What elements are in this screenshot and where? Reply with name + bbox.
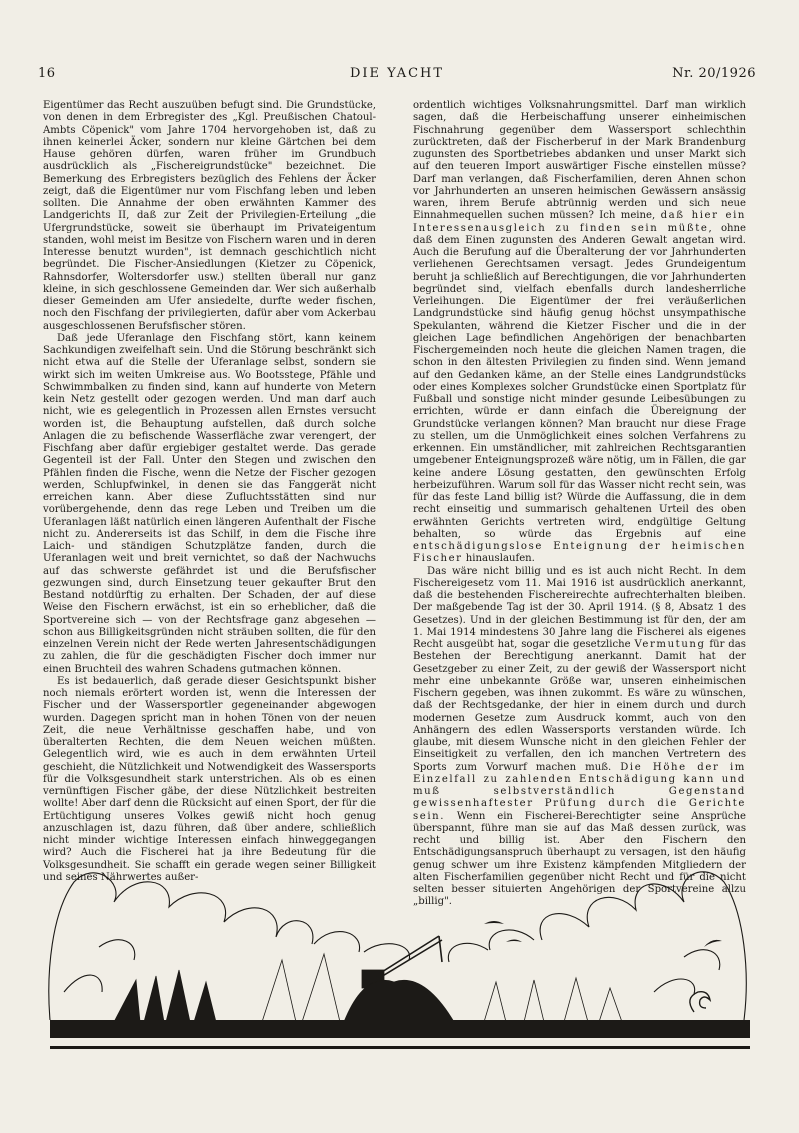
spaced-emphasis: entschädigungslose Enteignung der heimischen Fischer (413, 541, 746, 565)
sailboat-icon (599, 988, 622, 1022)
text-run: ordentlich wichtiges Volksnahrungsmittel. Darf man wirklich sagen, daß die Herbeischaffung unserer einheimischen Fischnahrung gegenüber dem Wassersport schlechthin zurücktreten, daß der Fischerberuf in der Mark Brandenburg zugunsten des Sportbetriebes abdanken und unser Markt sich auf den teueren Import auswärtiger Fische einstellen müsse? Darf man verlangen, daß Fischerfamilien, deren Ahnen schon vor Jahrhunderten an unseren heimischen Gewässern ansässig waren, ihrem Berufe abtrünnig werden und sich neue Einnahmequellen suchen müssen? Ich meine, (413, 100, 746, 222)
harbor-ground (50, 1020, 750, 1038)
page-number: 16 (38, 66, 56, 81)
sailboat-icon (302, 954, 340, 1022)
text-run: Wenn ein Fischerei-Berechtigter seine Ansprüche überspannt, führe man sie auf das Maß dessen zurück, was recht und billig ist. Aber den Fischern den Entschädigungsanspruch überhaupt zu versagen, ist den häufig genug schwer um ihre Existenz kämpfenden Mitgliedern der alten Fischerfamilien gegenüber nicht Recht und für die nicht selten besser situierten Angehörigen der Sportvereine allzu „billig". (413, 810, 746, 908)
sailboat-icon (166, 970, 190, 1022)
gulls (484, 921, 722, 947)
magazine-title: DIE YACHT (349, 66, 445, 81)
bottom-rule (50, 1046, 750, 1049)
harbor-illustration (44, 852, 756, 1062)
spaced-emphasis: daß hier ein Interessenausgleich zu finden sein müßte, (413, 210, 746, 234)
artist-monogram-icon (690, 992, 710, 1012)
left-column (43, 100, 376, 884)
text-run: für das Bestehen der Berechtigung anerkannt. Damit hat der Gesetzgeber zu einer Zeit, zu der gewiß der Wassersport nicht mehr eine unbekannte Größe war, unseren einheimischen Fischern gegeben, was ihnen zukommt. Es wäre zu wünschen, daß der Rechtsgedanke, der hier in einem durch und durch modernen Gesetze zum Ausdruck kommt, auch von den Anhängern des edlen Wassersports verstanden würde. Ich glaube, mit diesem Wunsche nicht in den gleichen Fehler der Einseitigkeit zu verfallen, den ich manchen Vertretern des Sports zum Vorwurf machen muß. (413, 639, 746, 773)
gull-icon (506, 940, 522, 943)
text-run: ohne daß dem Einen zugunsten des Anderen Gewalt angetan wird. Auch die Berufung auf die Überalterung der vor Jahrhunderten verliehenen Gerechtsamen versagt. Jedes Grundeigentum beruht ja schließlich auf Berechtigungen, die vor Jahrhunderten begründet sind, vielfach ebenfalls durch landesherrliche Verleihungen. Die Eigentümer der frei veräußerlichen Landgrundstücke sind häufig genug höchst unsympathische Spekulanten, während die Kietzer Fischer und die in der gleichen Lage befindlichen Angehörigen der benachbarten Fischergemeinden noch heute die gleichen Namen tragen, die schon in den ältesten Privilegien zu finden sind. Wenn jemand auf den Gedanken käme, an der Stelle eines Landgrundstücks oder eines Komplexes solcher Grundstücke einen Sportplatz für Fußball und sonstige nicht minder gesunde Leibesübungen zu errichten, würde er dann einfach die Übereignung der Grundstücke verlangen können? Man braucht nur diese Frage zu stellen, um die Unmöglichkeit eines solchen Verfahrens zu erkennen. Ein umständlicher, mit zahlreichen Rechtsgarantien umgebener Enteignungsprozeß wäre nötig, um in Fällen, die gar keine andere Lösung gestatten, den gewünschten Erfolg herbeizuführen. Warum soll für das Wasser nicht recht sein, was für das feste Land billig ist? Würde die Auffassung, die in dem recht einseitig und summarisch gehaltenen Urteil des oben erwähnten Gerichts vertreten wird, endgültige Geltung behalten, so würde das Ergebnis auf eine (413, 222, 746, 540)
harbor-illustration-svg (44, 852, 756, 1062)
sailboat-icon (484, 982, 506, 1022)
paragraph: Daß jede Uferanlage den Fischfang stört, kann keinem Sachkundigen zweifelhaft sein. Und die Störung beschränkt sich nicht etwa auf die Stelle der Uferanlage selbst, sondern sie wirkt sich im weiten Umkreise aus. Wo Bootsstege, Pfähle und Schwimmbalken zu finden sind, kann auf hunderte von Metern kein Netz gestellt oder gezogen werden. Und man darf auch nicht, wie es gelegentlich in Prozessen allen Ernstes versucht worden ist, die Behauptung aufstellen, daß durch solche Anlagen die zu befischende Wasserfläche zwar verengert, der Fischfang aber dafür ergiebiger gestaltet werde. Das gerade Gegenteil ist der Fall. Unter den Stegen und zwischen den Pfählen finden die Fische, wenn die Netze der Fischer gezogen werden, Schlupfwinkel, in denen sie das Fanggerät nicht erreichen kann. Aber diese Zufluchtsstätten sind nur vorübergehende, denn das rege Leben und Treiben um die Uferanlagen läßt natürlich einen längeren Aufenthalt der Fische nicht zu. Andererseits ist das Schilf, in dem die Fische ihre Laich- und ständigen Schutzplätze fanden, durch die Uferanlagen weit und breit vernichtet, so daß der Nachwuchs auf das schwerste gefährdet ist und die Berufsfischer gezwungen sind, durch Einsetzung teuer gekaufter Brut den Bestand notdürftig zu erhalten. Der Schaden, der auf diese Weise den Fischern erwächst, ist ein so erheblicher, daß die Sportvereine sich — von der Rechtsfrage ganz abgesehen — schon aus Billigkeitsgründen nicht sträuben sollten, die für den einzelnen Verein nicht der Rede werten Jahresentschädigungen zu zahlen, die für die geschädigten Fischer doch immer nur einen Bruchteil des wahren Schadens gutmachen können. (43, 332, 376, 675)
coal-heap (344, 980, 454, 1022)
right-column (413, 100, 746, 909)
sailboat-icon (564, 978, 588, 1022)
issue-number: Nr. 20/1926 (672, 66, 756, 81)
text-run: Das wäre nicht billig und es ist auch nicht Recht. In dem Fischereigesetz vom 11. Mai 1916 ist ausdrücklich anerkannt, daß die bestehenden Fischereirechte aufrechterhalten bleiben. Der maßgebende Tag ist der 30. April 1914. (§ 8, Absatz 1 des Gesetzes). Und in der gleichen Bestimmung ist für den, der am 1. Mai 1914 mindestens 30 Jahre lang die Fischerei als eigenes Recht ausgeübt hat, sogar die gesetzliche (413, 565, 746, 650)
text-run: hinauslaufen. (465, 553, 535, 565)
sailboat-icon (262, 960, 296, 1022)
sailboat-icon (194, 982, 216, 1022)
spaced-emphasis: Vermutung (634, 639, 706, 650)
sailboat-icon (114, 980, 140, 1022)
gull-icon (484, 921, 504, 924)
paragraph (413, 100, 746, 566)
sailboat-icon (524, 980, 544, 1022)
paragraph: Eigentümer das Recht auszuüben befugt sind. Die Grundstücke, von denen in dem Erbregister des „Kgl. Preußischen Chatoul-Ambts Cöpenick" vom Jahre 1704 hervorgehoben ist, daß zu ihnen keinerlei Äcker, sondern nur kleine Gärtchen bei dem Hause gehören dürfen, waren früher im Grundbuch ausdrücklich als „Fischereigrundstücke" bezeichnet. Die Bemerkung des Erbregisters bezüglich des Fehlens der Äcker zeigt, daß die Eigentümer nur vom Fischfang leben und leben sollten. Die Annahme der oben erwähnten Kammer des Landgerichts II, daß zur Zeit der Privilegien-Erteilung „die Ufergrundstücke, soweit sie überhaupt im Privateigentum standen, wohl meist im Besitze von Fischern waren und in deren Interesse benutzt wurden", ist demnach geschichtlich nicht begründet. Die Fischer-Ansiedlungen (Kietzer zu Cöpenick, Rahnsdorfer, Woltersdorfer usw.) stellten überall nur ganz kleine, in sich geschlossene Gemeinden dar. Wer sich außerhalb dieser Gemeinden am Ufer ansiedelte, durfte weder fischen, noch den Fischfang der privilegierten, dafür aber vom Ackerbau ausgeschlossenen Berufsfischer stören. (43, 100, 376, 332)
paragraph: Es ist bedauerlich, daß gerade dieser Gesichtspunkt bisher noch niemals erörtert worden ist, wenn die Interessen der Fischer und der Wassersportler gegeneinander abgewogen wurden. Dagegen spricht man in hohen Tönen von der neuen Zeit, die neue Verhältnisse geschaffen habe, und von überalterten Rechten, die dem Neuen weichen müßten. Gelegentlich wird, wie es auch in dem erwähnten Urteil geschieht, die Nützlichkeit und Notwendigkeit des Wassersports für die Volksgesundheit stark unterstrichen. Als ob es einen vernünftigen Fischer gäbe, der diese Nützlichkeit bestreiten wollte! Aber darf denn die Rücksicht auf einen Sport, der für die Ertüchtigung unseres Volkes gewiß nicht hoch genug anzuschlagen ist, dazu führen, daß über andere, schließlich nicht minder wichtige Interessen einfach hinweggegangen wird? Auch die Fischerei hat ja ihre Bedeutung für die Volksgesundheit. Sie schafft ein gerade wegen seiner Billigkeit und seines Nährwertes außer- (43, 675, 376, 883)
sailboat-icon (144, 976, 164, 1022)
gull-icon (704, 940, 722, 947)
spaced-emphasis: Die Höhe der im Einzelfall zu zahlenden Entschädigung kann und muß selbstverständlich Gegenstand gewissenhaftester Prüfung durch die Gerichte sein. (413, 761, 746, 822)
page-header (38, 66, 756, 86)
